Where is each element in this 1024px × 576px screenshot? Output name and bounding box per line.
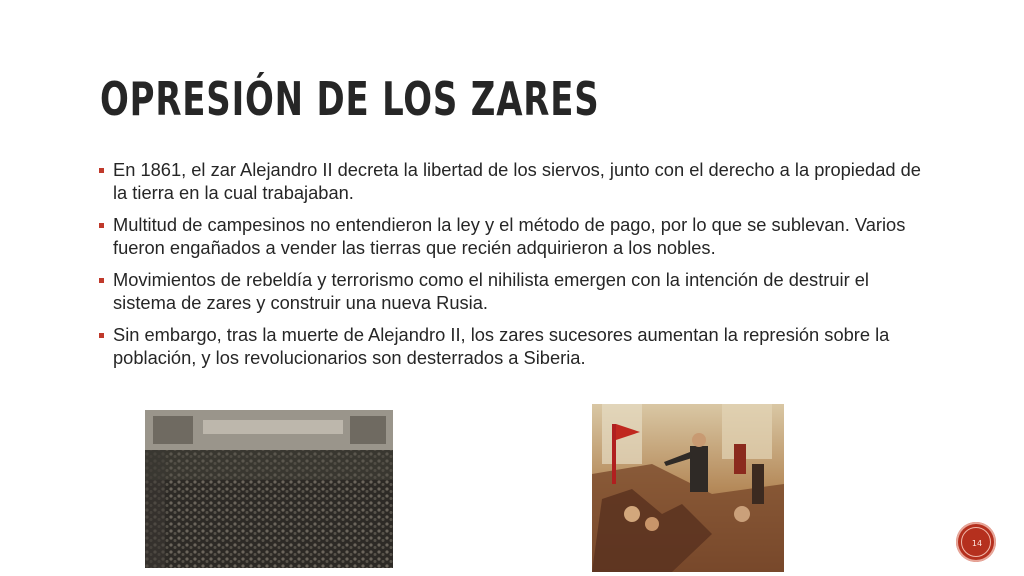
square-bullet-icon <box>99 168 104 173</box>
bullet-item <box>98 158 928 204</box>
bullet-text: Multitud de campesinos no entendieron la ley y el método de pago, por lo que se sublevan. Varios fueron engañados a vender las tierras que recién adquirieron a los nobles. <box>113 214 906 258</box>
slide-title: OPRESIÓN DE LOS ZARES <box>100 72 600 126</box>
sepia-photo-icon <box>145 410 393 568</box>
bullet-list <box>98 158 928 378</box>
bullet-text: En 1861, el zar Alejandro II decreta la libertad de los siervos, junto con el derecho a la propiedad de la tierra en la cual trabajaban. <box>113 159 921 203</box>
bullet-item <box>98 213 928 259</box>
slide-number: 14 <box>971 539 983 548</box>
bullet-text: Movimientos de rebeldía y terrorismo como el nihilista emergen con la intención de destruir el sistema de zares y construir una nueva Rusia. <box>113 269 869 313</box>
bullet-item <box>98 323 928 369</box>
square-bullet-icon <box>99 333 104 338</box>
slide-number-button[interactable] <box>956 522 996 562</box>
square-bullet-icon <box>99 278 104 283</box>
bullet-item <box>98 268 928 314</box>
painting-icon <box>592 404 784 572</box>
square-bullet-icon <box>99 223 104 228</box>
bullet-text: Sin embargo, tras la muerte de Alejandro II, los zares sucesores aumentan la represión sobre la población, y los revolucionarios son desterrados a Siberia. <box>113 324 890 368</box>
nav-button-ring <box>961 527 991 557</box>
